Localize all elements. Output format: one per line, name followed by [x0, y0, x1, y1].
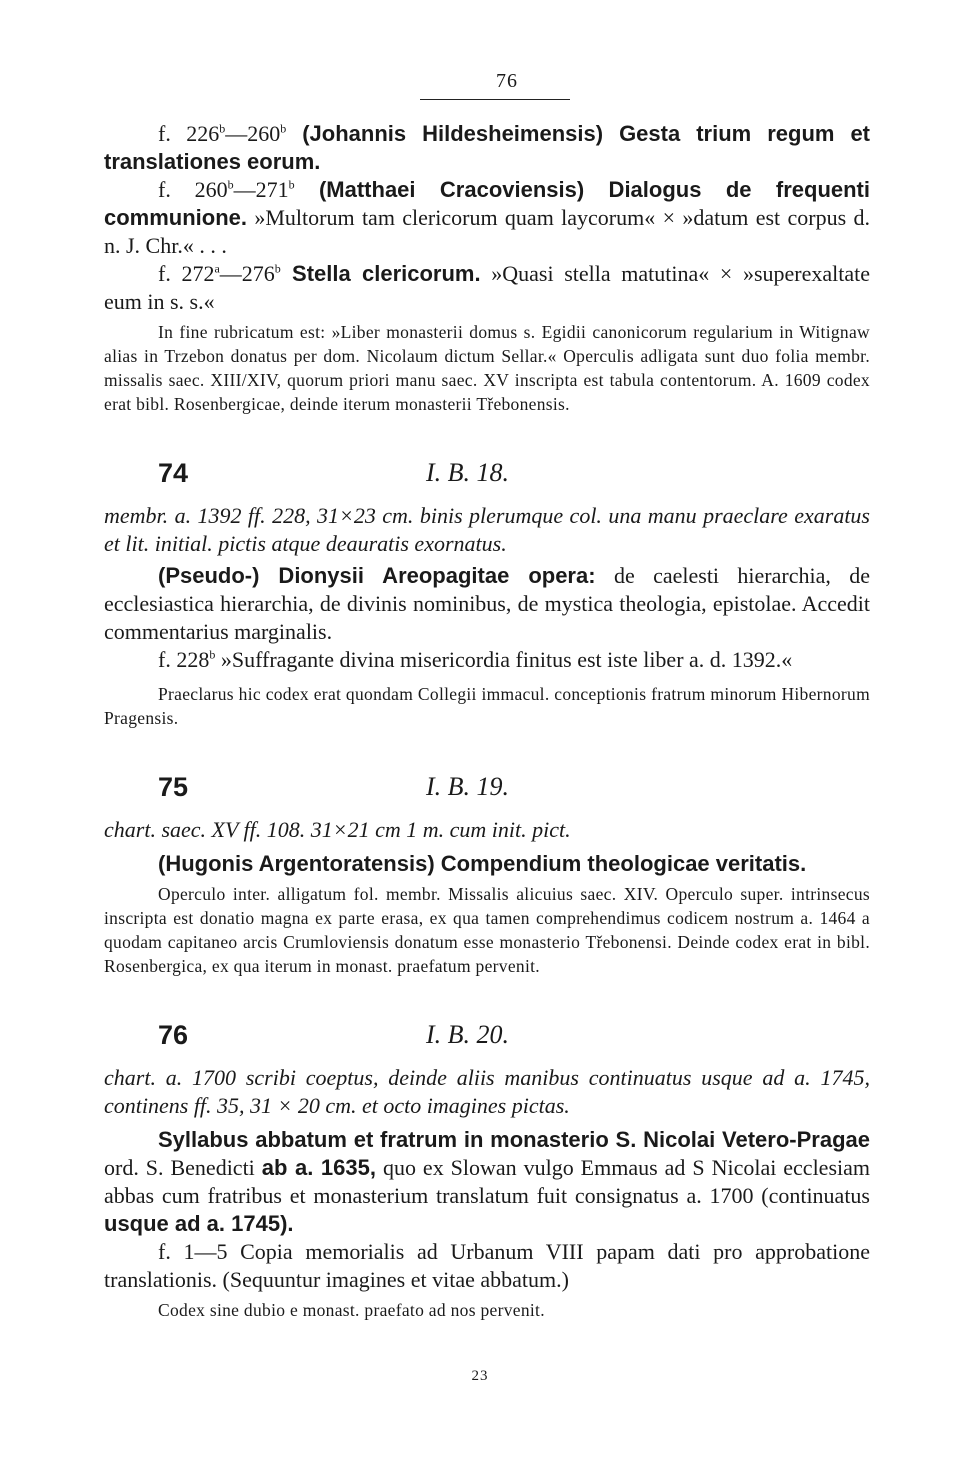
entry-number: 74	[158, 458, 189, 488]
shelf-mark: I. B. 19.	[426, 772, 510, 801]
incipit-explicit: »Quasi stella matutina« × »superexaltate eum in s. s.«	[104, 261, 870, 314]
work-title: (Matthaei Cracoviensis) Dialogus de frequenti communione.	[104, 177, 870, 230]
entry-heading	[104, 1020, 870, 1064]
entry-heading	[104, 458, 870, 502]
folio-ref: f. 226	[158, 121, 220, 146]
prev-content-line-2: f. 260$^b$—271$^b$ (Matthaei Cracoviensis) Dialogus de frequenti communione. »Multorum tam clericorum quam laycorum« × »datum est corpus d. n. J. Chr.« . . .	[104, 177, 870, 258]
entry-number: 75	[158, 772, 189, 802]
work-title: Syllabus abbatum et fratrum in monasterio S. Nicolai Vetero-Pragae	[158, 1127, 870, 1152]
work-title: (Hugonis Argentoratensis) Compendium theologicae veritatis.	[158, 851, 807, 876]
provenance-note: Operculo inter. alligatum fol. membr. Missalis alicuius saec. XIV. Operculo super. intrinsecus inscripta est donatio magna ex parte erasa, ex qua tamen comprehendimus codicem nostrum a. 1464 a quodam capitaneo arcis Crumloviensis donatum esse monasterio Třebonensi. Deinde codex erat in bibl. Rosenbergica, ex qua iterum in monast. praefatum pervenit.	[104, 884, 870, 976]
prev-content-line-3: f. 272$^a$—276$^b$ Stella clericorum. »Quasi stella matutina« × »superexaltate eum in s. s.«	[104, 261, 870, 314]
work-title: (Johannis Hildesheimensis) Gesta trium regum et translationes eorum.	[104, 121, 871, 174]
provenance-note: Codex sine dubio e monast. praefato ad nos pervenit.	[158, 1300, 545, 1320]
page	[104, 70, 870, 1322]
entry-number: 76	[158, 1020, 189, 1050]
incipit-explicit: »Multorum tam clericorum quam laycorum« × »datum est corpus d. n. J. Chr.« . . .	[104, 205, 870, 258]
physical-description: chart. a. 1700 scribi coeptus, deinde aliis manibus continuatus usque ad a. 1745, continens ff. 35, 31 × 20 cm. et octo imagines pictas.	[104, 1065, 870, 1118]
prev-provenance-note: In fine rubricatum est: »Liber monasterii domus s. Egidii canonicorum regularium in Witignaw alias in Trzebon donatus per dom. Nicolaum dictum Sellar.« Operculis adligata sunt duo folia membr. missalis saec. XIII/XIV, quorum priori manu saec. XV inscripta est tabula contentorum. A. 1609 codex erat bibl. Rosenbergicae, deinde iterum monasterii Třebonensis.	[104, 322, 870, 414]
page-number-top: 76	[496, 70, 518, 92]
colophon: f. 228$^b$ »Suffragante divina misericordia finitus est iste liber a. d. 1392.«	[158, 647, 793, 672]
shelf-mark: I. B. 20.	[426, 1020, 510, 1049]
work-title: (Pseudo-) Dionysii Areopagitae opera:	[158, 563, 596, 588]
folio-ref: f. 272	[158, 261, 215, 286]
contents-description: Syllabus abbatum et fratrum in monasterio S. Nicolai Vetero-Pragae ord. S. Benedicti ab a. 1635, quo ex Slowan vulgo Emmaus ad S Nicolai ecclesiam abbas cum fratribus et monasterium translatum fuit consignatus a. 1700 (continuatus usque ad a. 1745).	[104, 1127, 871, 1236]
entry-heading	[104, 772, 870, 816]
physical-description: chart. saec. XV ff. 108. 31×21 cm 1 m. cum init. pict.	[104, 817, 571, 842]
contents-description	[104, 850, 870, 878]
shelf-mark: I. B. 18.	[426, 458, 510, 487]
page-signature-number: 23	[471, 1368, 489, 1384]
physical-description: membr. a. 1392 ff. 228, 31×23 cm. binis plerumque col. una manu praeclare exaratus et lit. initial. pictis atque deauratis exornatus.	[104, 503, 870, 556]
work-title: Stella clericorum.	[280, 261, 481, 286]
folio-ref: f. 260	[158, 177, 228, 202]
contents-description: (Pseudo-) Dionysii Areopagitae opera: de caelesti hierarchia, de ecclesiastica hierarchia, de divinis nominibus, de mystica theologia, epistolae. Accedit commentarius marginalis.	[104, 563, 871, 644]
provenance-note: Praeclarus hic codex erat quondam Collegii immacul. conceptionis fratrum minorum Hibernorum Pragensis.	[104, 684, 870, 728]
prev-content-line-1: f. 226$^b$—260$^b$ (Johannis Hildesheimensis) Gesta trium regum et translationes eorum.	[104, 121, 871, 174]
folio-contents: f. 1—5 Copia memorialis ad Urbanum VIII papam dati pro approbatione translationis. (Sequuntur imagines et vitae abbatum.)	[104, 1239, 870, 1292]
